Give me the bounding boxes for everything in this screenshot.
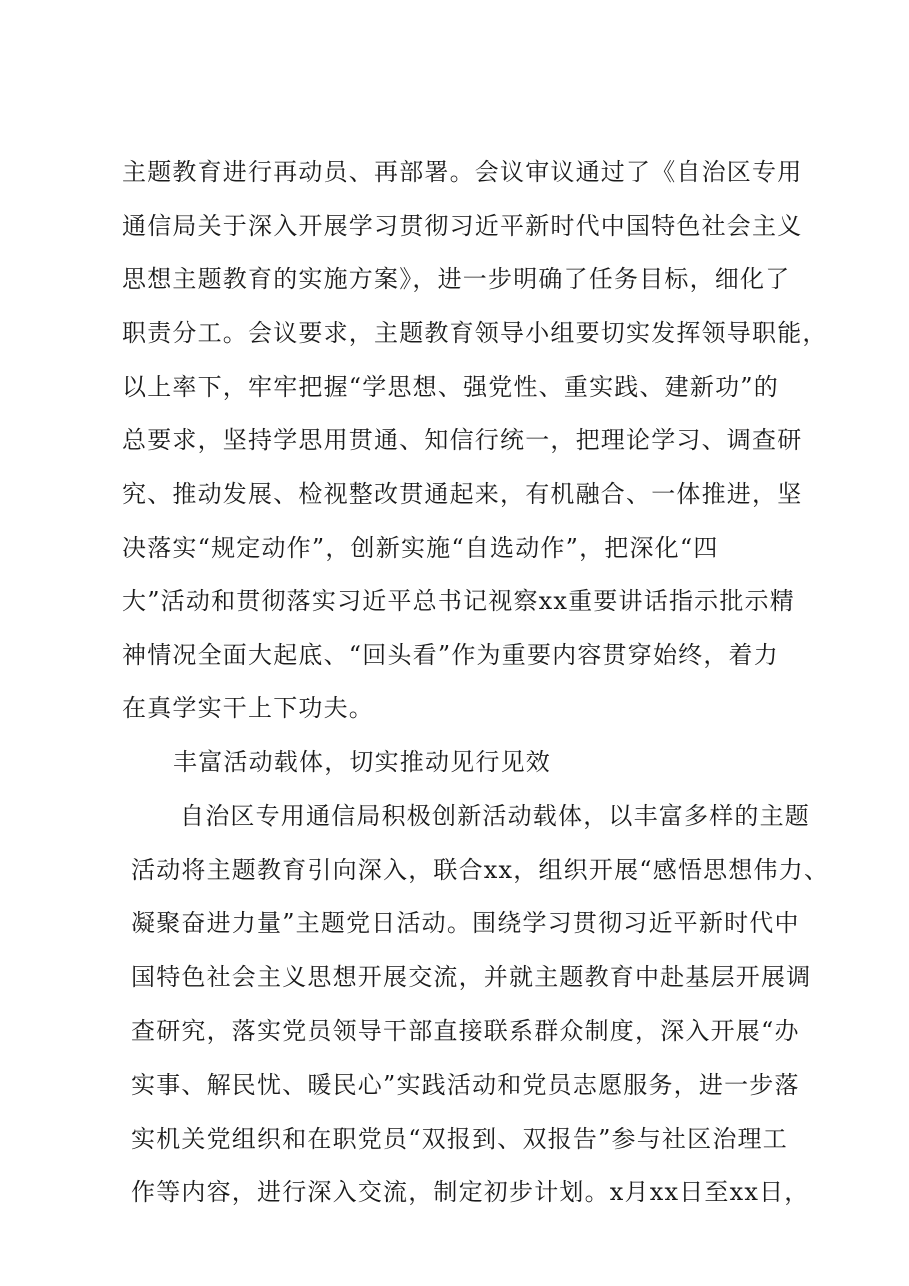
paragraph-line: 在真学实干上下功夫。 xyxy=(122,694,374,722)
paragraph-line: 国特色社会主义思想开展交流，并就主题教育中赴基层开展调 xyxy=(131,963,812,991)
section-heading: 丰富活动载体，切实推动见行见效 xyxy=(173,748,551,776)
paragraph-line: 凝聚奋进力量”主题党日活动。围绕学习贯彻习近平新时代中 xyxy=(131,909,800,937)
paragraph-line: 实机关党组织和在职党员“双报到、双报告”参与社区治理工 xyxy=(131,1125,788,1153)
paragraph-line: 查研究，落实党员领导干部直接联系群众制度，深入开展“办 xyxy=(131,1017,800,1045)
paragraph-line: 主题教育进行再动员、再部署。会议审议通过了《自治区专用 xyxy=(122,158,803,186)
paragraph-line: 作等内容，进行深入交流，制定初步计划。x月xx日至xx日， xyxy=(131,1178,810,1206)
paragraph-line: 思想主题教育的实施方案》，进一步明确了任务目标，细化了 xyxy=(122,265,791,293)
paragraph-line: 通信局关于深入开展学习贯彻习近平新时代中国特色社会主义 xyxy=(122,212,803,240)
paragraph-line: 究、推动发展、检视整改贯通起来，有机融合、一体推进，坚 xyxy=(122,480,803,508)
paragraph-line: 神情况全面大起底、“回头看”作为重要内容贯穿始终，着力 xyxy=(122,641,779,669)
paragraph-line: 决落实“规定动作”，创新实施“自选动作”，把深化“四 xyxy=(122,534,719,562)
paragraph-line: 活动将主题教育引向深入，联合xx，组织开展“感悟思想伟力、 xyxy=(131,856,830,884)
paragraph-line: 职责分工。会议要求，主题教育领导小组要切实发挥领导职能， xyxy=(122,319,828,347)
paragraph-line: 大”活动和贯彻落实习近平总书记视察xx重要讲话指示批示精 xyxy=(122,587,795,615)
paragraph-line: 实事、解民忧、暖民心”实践活动和党员志愿服务，进一步落 xyxy=(131,1071,800,1099)
paragraph-line: 自治区专用通信局积极创新活动载体，以丰富多样的主题 xyxy=(180,802,810,830)
paragraph-line: 总要求，坚持学思用贯通、知信行统一，把理论学习、调查研 xyxy=(122,426,803,454)
paragraph-line: 以上率下，牢牢把握“学思想、强党性、重实践、建新功”的 xyxy=(122,373,779,401)
